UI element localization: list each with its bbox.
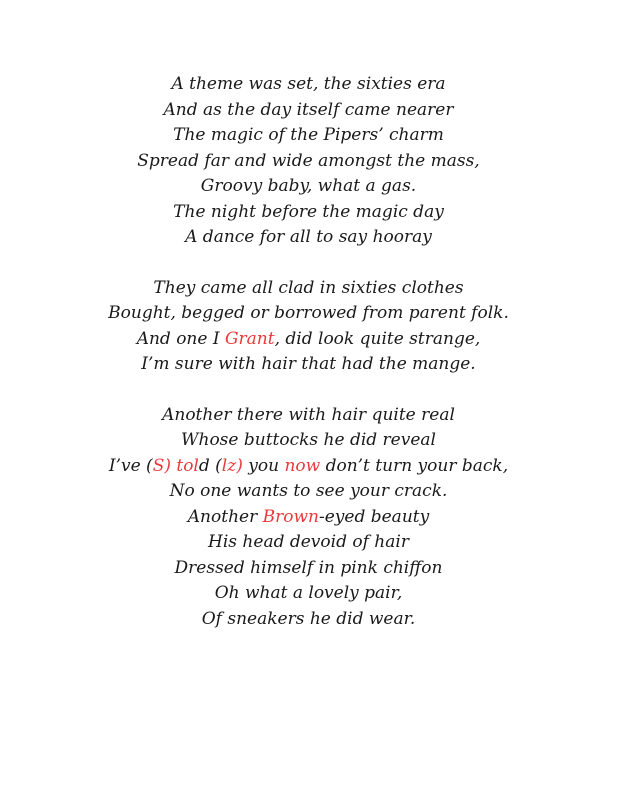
highlighted-text: lz) [221,455,243,476]
poem-line [0,428,617,454]
line-text: And one I [136,328,225,349]
line-text: No one wants to see your crack. [169,481,448,501]
poem-line [0,403,617,429]
line-text: don’t turn your back, [320,455,509,476]
line-text: Bought, begged or borrowed from parent folk. [108,303,509,323]
poem-line [0,505,617,531]
poem-line [0,479,617,505]
highlighted-text: S) tol [152,455,199,476]
poem-line [0,72,617,98]
poem-line [0,454,617,480]
line-text: Groovy baby, what a gas. [200,176,417,196]
poem-line [0,276,617,302]
poem-line [0,581,617,607]
highlighted-text: now [284,455,321,476]
line-text: The magic of the Pipers’ charm [173,125,444,145]
poem-line [0,149,617,175]
line-text: The night before the magic day [173,201,444,222]
line-text: Another [187,506,263,527]
line-text: -eyed beauty [318,506,430,527]
line-text: Oh what a lovely pair, [214,583,403,603]
line-text: A dance for all to say hooray [185,227,432,247]
line-text: , did look quite strange, [274,328,481,349]
poem-line [0,556,617,582]
stanza [0,72,617,251]
line-text: They came all clad in sixties clothes [153,277,464,298]
line-text: A theme was set, the sixties era [171,74,446,94]
line-text: I’ve ( [108,455,153,476]
highlighted-text: Grant [224,328,275,349]
line-text: Of sneakers he did wear. [201,608,416,629]
line-text: I’m sure with hair that had the mange. [141,354,476,374]
line-text: Another there with hair quite real [162,404,455,425]
poem-line [0,225,617,251]
poem [0,72,617,657]
stanza [0,276,617,378]
line-text: His head devoid of hair [208,532,409,552]
poem-line [0,352,617,378]
poem-line [0,123,617,149]
poem-line [0,530,617,556]
line-text: Whose buttocks he did reveal [181,430,436,450]
poem-line [0,301,617,327]
line-text: Dressed himself in pink chiffon [174,557,443,578]
poem-line [0,200,617,226]
stanza [0,403,617,633]
highlighted-text: Brown [262,506,319,527]
poem-line [0,98,617,124]
line-text: Spread far and wide amongst the mass, [137,150,480,171]
poem-line [0,327,617,353]
line-text: d ( [198,455,222,476]
poem-line [0,174,617,200]
line-text: you [242,455,285,476]
poem-line [0,607,617,633]
line-text: And as the day itself came nearer [163,99,454,120]
